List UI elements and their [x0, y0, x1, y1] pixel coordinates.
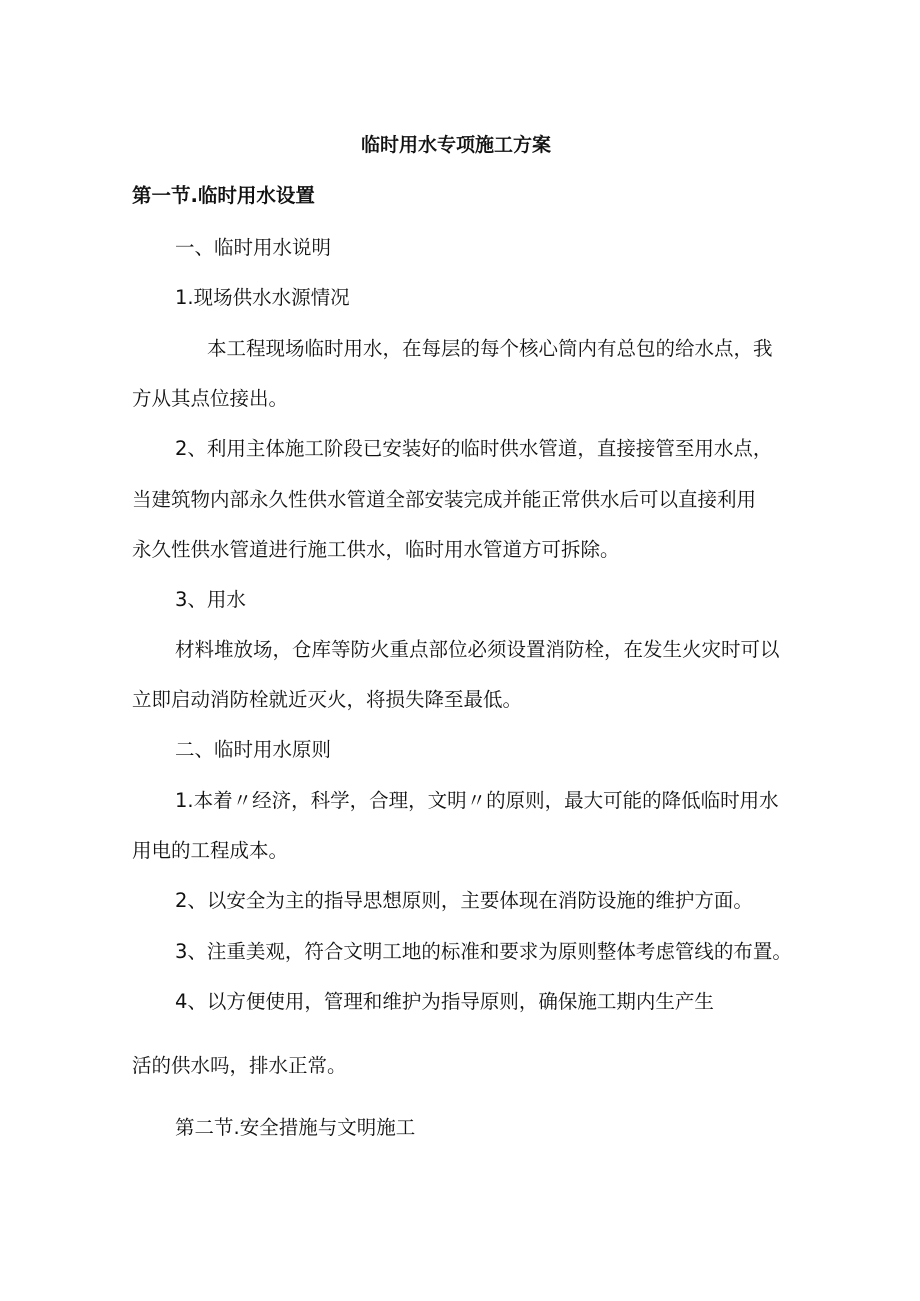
principle-4-line-1: 4、以方便使用，管理和维护为指导原则，确保施工期内生产生 — [175, 990, 714, 1013]
principle-4-line-2: 活的供水吗，排水正常。 — [132, 1054, 347, 1077]
principle-2: 2、以安全为主的指导思想原则，主要体现在消防设施的维护方面。 — [175, 889, 753, 912]
paragraph-2-line-3: 永久性供水管道进行施工供水，临时用水管道方可拆除。 — [132, 538, 620, 561]
document-title: 临时用水专项施工方案 — [361, 134, 552, 156]
part-2-heading: 二、临时用水原则 — [175, 738, 332, 761]
paragraph-3-line-2: 立即启动消防栓就近灭火，将损失降至最低。 — [132, 688, 523, 711]
paragraph-1-line-2: 方从其点位接出。 — [132, 387, 289, 410]
item-3-heading: 3、用水 — [175, 588, 246, 611]
paragraph-1-line-1: 本工程现场临时用水，在每层的每个核心筒内有总包的给水点，我 — [207, 337, 773, 360]
paragraph-2-line-2: 当建筑物内部永久性供水管道全部安装完成并能正常供水后可以直接利用 — [132, 488, 757, 511]
principle-1-line-1: 1.本着〃经济，科学，合理，文明〃的原则，最大可能的降低临时用水 — [175, 789, 779, 812]
section-2-heading: 第二节.安全措施与文明施工 — [175, 1116, 416, 1139]
item-1-heading: 1.现场供水水源情况 — [175, 286, 350, 309]
paragraph-3-line-1: 材料堆放场，仓库等防火重点部位必须设置消防栓，在发生火灾时可以 — [175, 638, 780, 661]
section-1-heading: 第一节.临时用水设置 — [132, 184, 315, 207]
part-1-heading: 一、临时用水说明 — [175, 236, 332, 259]
principle-1-line-2: 用电的工程成本。 — [132, 839, 289, 862]
principle-3: 3、注重美观，符合文明工地的标准和要求为原则整体考虑管线的布置。 — [175, 940, 792, 963]
paragraph-2-line-1: 2、利用主体施工阶段已安装好的临时供水管道，直接接管至用水点， — [175, 437, 773, 460]
